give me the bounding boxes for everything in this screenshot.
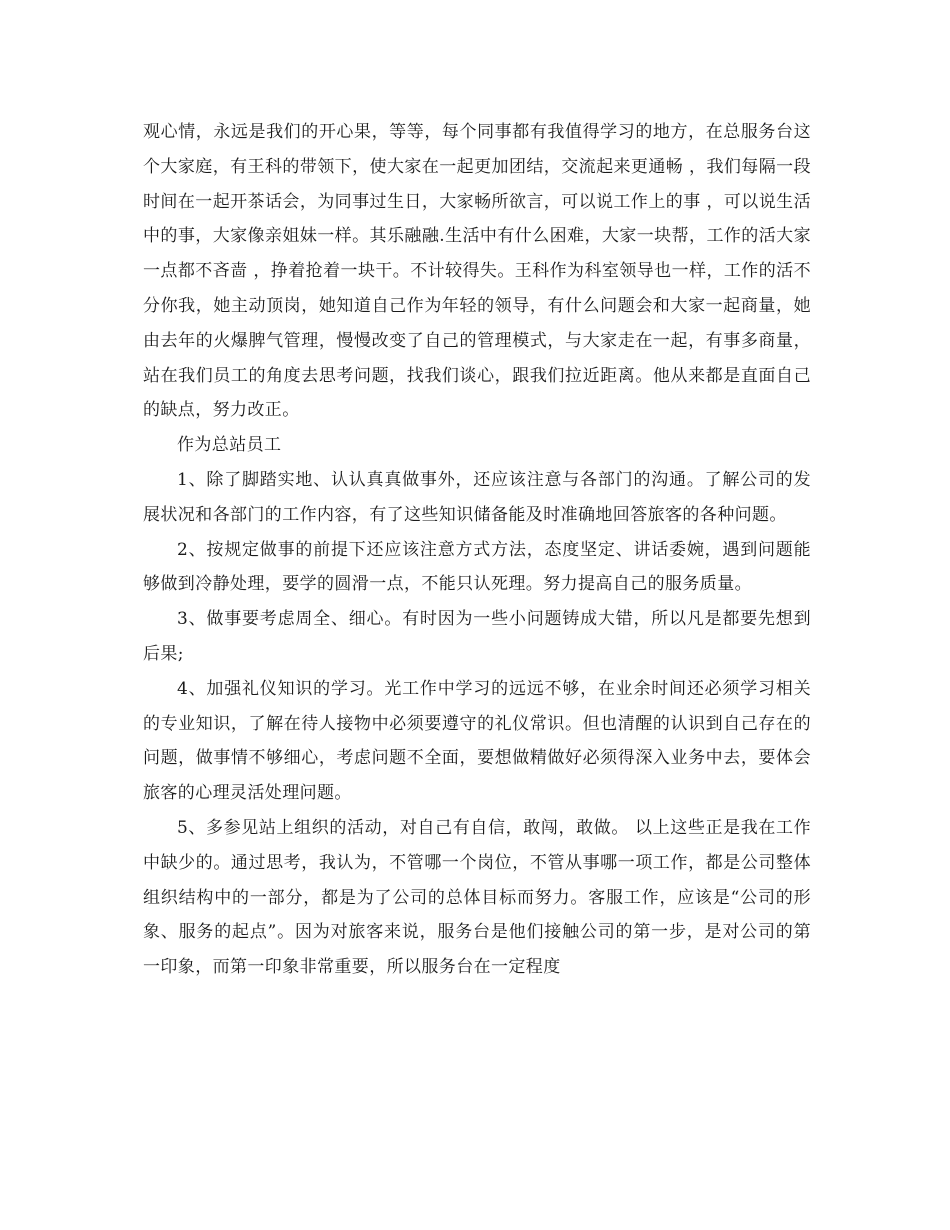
paragraph-6: 4、加强礼仪知识的学习。光工作中学习的远远不够，在业余时间还必须学习相关的专业知识，了解在待人接物中必须要遵守的礼仪常识。但也清醒的认识到自己存在的问题，做事情不够细心，考虑问题不全面，要想做精做好必须得深入业务中去，要体会旅客的心理灵活处理问题。 <box>143 678 811 804</box>
paragraph-4: 2、按规定做事的前提下还应该注意方式方法，态度坚定、讲话委婉，遇到问题能够做到冷静处理，要学的圆滑一点，不能只认死理。努力提高自己的服务质量。 <box>143 539 811 595</box>
paragraph-7: 5、多参见站上组织的活动，对自己有自信，敢闯，敢做。 以上这些正是我在工作中缺少的。通过思考，我认为，不管哪一个岗位，不管从事哪一项工作，都是公司整体组织结构中的一部分，都是为了公司的总体目标而努力。客服工作，应该是“公司的形象、服务的起点”。因为对旅客来说，服务台是他们接触公司的第一步，是对公司的第一印象，而第一印象非常重要，所以服务台在一定程度 <box>143 817 811 978</box>
paragraph-3: 1、除了脚踏实地、认认真真做事外，还应该注意与各部门的沟通。了解公司的发展状况和各部门的工作内容，有了这些知识储备能及时准确地回答旅客的各种问题。 <box>143 469 811 525</box>
paragraph-2: 作为总站员工 <box>177 435 282 456</box>
paragraph-5: 3、做事要考虑周全、细心。有时因为一些小问题铸成大错，所以凡是都要先想到后果; <box>143 609 811 664</box>
paragraph-1: 观心情，永远是我们的开心果，等等，每个同事都有我值得学习的地方，在总服务台这个大家庭，有王科的带领下，使大家在一起更加团结，交流起来更通畅 ，我们每隔一段时间在一起开茶话会，为同事过生日，大家畅所欲言，可以说工作上的事 ，可以说生活中的事，大家像亲姐妹一样。其乐融融.生活中有什么困难，大家一块帮，工作的活大家一点都不吝啬 ，挣着抢着一块干。不计较得失。王科作为科室领导也一样，工作的活不分你我，她主动顶岗，她知道自己作为年轻的领导，有什么问题会和大家一起商量，她由去年的火爆脾气管理，慢慢改变了自己的管理模式，与大家走在一起，有事多商量，站在我们员工的角度去思考问题，找我们谈心，跟我们拉近距离。他从来都是直面自己的缺点，努力改正。 <box>143 122 811 421</box>
document-body <box>143 115 811 985</box>
